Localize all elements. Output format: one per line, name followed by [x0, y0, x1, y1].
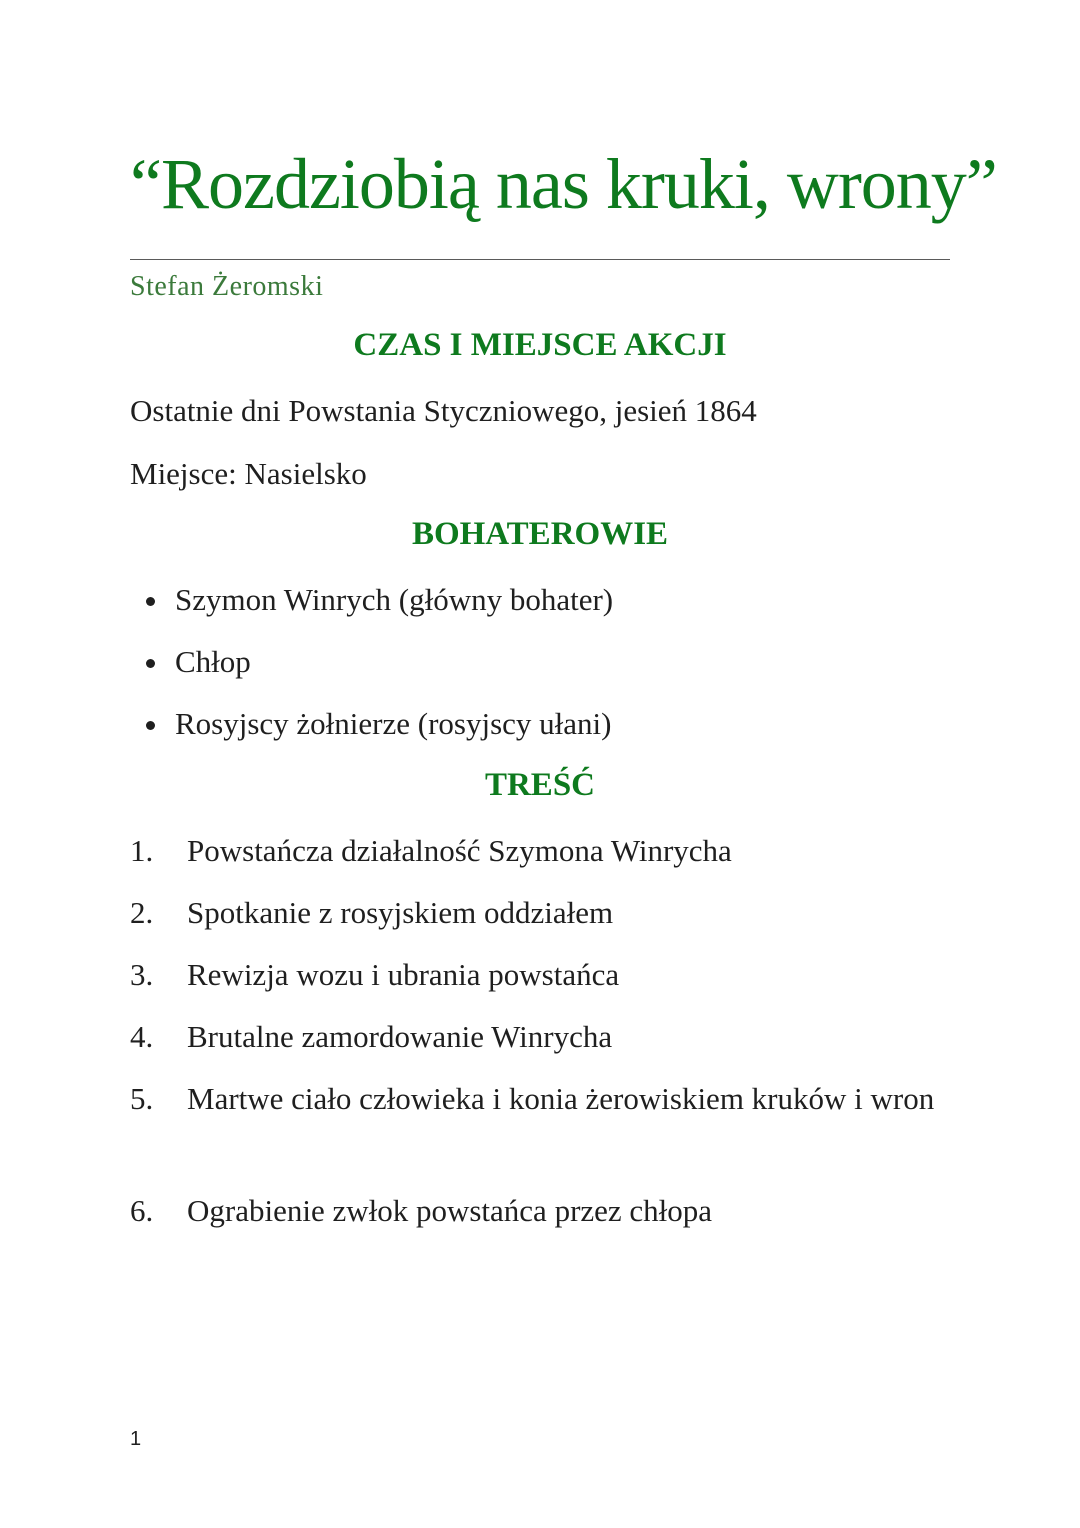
list-item-number: 3. — [130, 957, 154, 992]
list-item-text: Ograbienie zwłok powstańca przez chłopa — [187, 1193, 713, 1228]
section-heading-time-place: CZAS I MIEJSCE AKCJI — [353, 327, 727, 363]
bullet-icon — [146, 597, 155, 606]
place-line: Miejsce: Nasielsko — [130, 456, 367, 491]
bullet-icon — [146, 659, 155, 668]
section-heading-characters: BOHATEROWIE — [411, 516, 669, 552]
section-heading-content: TREŚĆ — [484, 767, 596, 803]
list-item-text: Rosyjscy żołnierze (rosyjscy ułani) — [175, 706, 612, 741]
list-item-text: Szymon Winrych (główny bohater) — [175, 582, 614, 617]
time-line: Ostatnie dni Powstania Styczniowego, jesień 1864 — [130, 393, 757, 428]
list-item-number: 4. — [130, 1019, 154, 1054]
list-item-text: Brutalne zamordowanie Winrycha — [187, 1019, 613, 1054]
document-title: “Rozdziobią nas kruki, wrony” — [130, 144, 997, 224]
list-item-text: Chłop — [175, 644, 251, 679]
list-item-number: 6. — [130, 1193, 154, 1228]
list-item-number: 2. — [130, 895, 154, 930]
list-item-text: Martwe ciało człowieka i konia żerowiskiem kruków i wron — [187, 1081, 935, 1116]
author-name: Stefan Żeromski — [130, 271, 324, 302]
bullet-icon — [146, 721, 155, 730]
list-item-text: Powstańcza działalność Szymona Winrycha — [187, 833, 732, 868]
list-item-number: 1. — [130, 833, 154, 868]
list-item-number: 5. — [130, 1081, 154, 1116]
title-divider — [130, 259, 950, 260]
list-item-text: Rewizja wozu i ubrania powstańca — [187, 957, 620, 992]
page-number: 1 — [130, 1428, 142, 1450]
list-item-text: Spotkanie z rosyjskiem oddziałem — [187, 895, 614, 930]
